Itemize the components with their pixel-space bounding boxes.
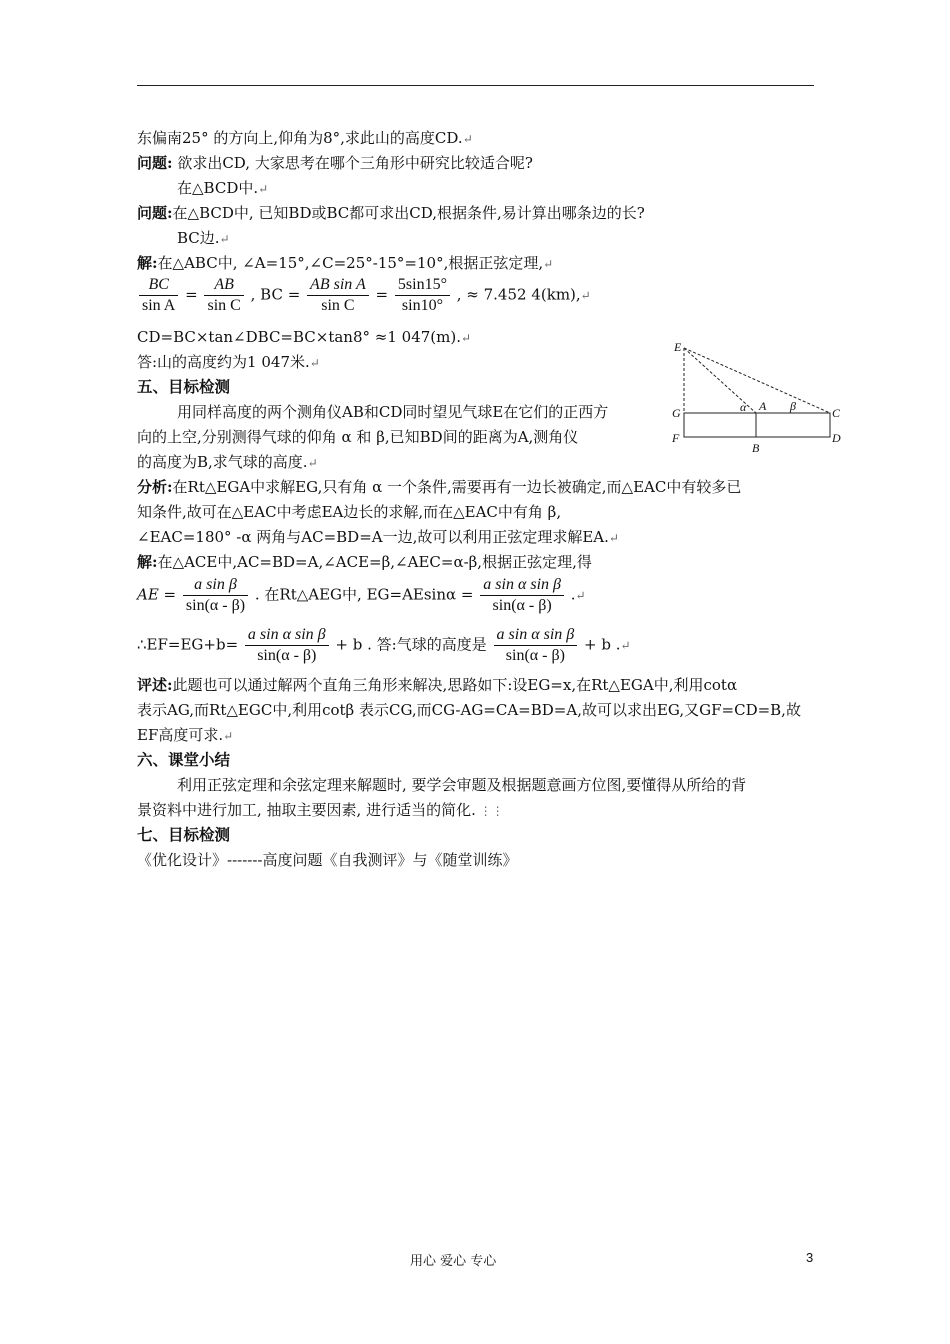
- analysis-line: 分析:在Rt△EGA中求解EG,只有角 α 一个条件,需要再有一边长被确定,而△EAC中有较多已: [137, 478, 742, 496]
- section-6-heading: 六、课堂小结: [137, 750, 231, 769]
- section-5-heading: 五、目标检测: [137, 377, 231, 396]
- header-rule: [137, 85, 814, 86]
- fraction: $\frac{AB}{\text{sin C}}$: [204, 275, 243, 316]
- fraction: $\frac{\text{a sin α sin β}}{\sin(\alpha - \beta)}$: [245, 625, 329, 666]
- cd-line: CD=BC×tan∠DBC=BC×tan8° ≈1 047(m).↵: [137, 328, 472, 346]
- solution-1: 解:在△ABC中, ∠A=15°,∠C=25°-15°=10°,根据正弦定理,↵: [137, 254, 554, 272]
- label-d: D: [832, 431, 841, 445]
- section-7-heading: 七、目标检测: [137, 825, 231, 844]
- solution-2: 解:在△ACE中,AC=BD=A,∠ACE=β,∠AEC=α-β,根据正弦定理,得: [137, 553, 592, 571]
- line-ec: [684, 348, 830, 413]
- answer-1: 答:山的高度约为1 047米.↵: [137, 353, 320, 371]
- problem-line: 的高度为B,求气球的高度.↵: [137, 453, 318, 471]
- fraction: $\frac{BC}{\text{sin A}}$: [139, 275, 178, 316]
- label-e: E: [674, 340, 682, 354]
- label-f: F: [672, 431, 680, 445]
- problem-line: 向的上空,分别测得气球的仰角 α 和 β,已知BD间的距离为A,测角仪: [137, 428, 579, 446]
- label-a: A: [759, 399, 767, 413]
- page-footer: 用心 爱心 专心: [410, 1254, 497, 1269]
- fraction: $\frac{\text{a sin α sin β}}{\sin(\alpha - \beta)}$: [480, 575, 564, 616]
- base-rect: [684, 413, 830, 437]
- summary-line: 景资料中进行加工, 抽取主要因素, 进行适当的简化. ⋮⋮: [137, 801, 504, 819]
- equation-2: AE = $\frac{\text{a sin β}}{\sin(\alpha - \beta)}$ . 在Rt△AEG中, EG=AEsinα = $\frac{\text{a sin α sin β}}{\sin(\alpha - \beta)}$ .↵: [137, 576, 586, 614]
- label-beta: β: [790, 399, 796, 413]
- label-c: C: [832, 406, 841, 420]
- comment-line: 表示AG,而Rt△EGC中,利用cotβ 表示CG,而CG-AG=CA=BD=A,故可以求出EG,又GF=CD=B,故: [137, 701, 801, 719]
- fraction: $\frac{5\sin 15^\circ}{\sin 10^\circ}$: [395, 275, 450, 316]
- equation-3: ∴EF=EG+b= $\frac{\text{a sin α sin β}}{\sin(\alpha - \beta)}$ + b . 答:气球的高度是 $\frac{\text{a sin α sin β}}{\sin(\alpha - \beta)}$ + b .↵: [137, 626, 631, 664]
- question-2: 问题:在△BCD中, 已知BD或BC都可求出CD,根据条件,易计算出哪条边的长?: [137, 204, 645, 222]
- page-number: 3: [806, 1250, 814, 1265]
- analysis-line: ∠EAC=180° -α 两角与AC=BD=A一边,故可以利用正弦定理求解EA.↵: [137, 528, 619, 546]
- summary-line: 利用正弦定理和余弦定理来解题时, 要学会审题及根据题意画方位图,要懂得从所给的背: [177, 776, 747, 794]
- comment-line: EF高度可求.↵: [137, 726, 234, 744]
- answer-line-1: 在△BCD中.↵: [177, 179, 269, 197]
- analysis-line: 知条件,故可在△EAC中考虑EA边长的求解,而在△EAC中有角 β,: [137, 503, 562, 521]
- label-alpha: α: [740, 400, 747, 414]
- text-line: 东偏南25° 的方向上,仰角为8°,求此山的高度CD.↵: [137, 129, 473, 147]
- balloon-figure: [664, 336, 846, 454]
- label-g: G: [672, 406, 681, 420]
- fraction: $\frac{\text{a sin β}}{\sin(\alpha - \beta)}$: [183, 575, 248, 616]
- question-1: 问题: 欲求出CD, 大家思考在哪个三角形中研究比较适合呢?: [137, 154, 533, 172]
- answer-line-2: BC边.↵: [177, 229, 230, 247]
- reference-line: 《优化设计》-------高度问题《自我测评》与《随堂训练》: [137, 851, 518, 869]
- equation-1: $\frac{BC}{\text{sin A}}$ = $\frac{AB}{\text{sin C}}$ , BC = $\frac{\text{AB sin A}}{\text{sin C}}$ = $\frac{5\sin 15^\circ}{\sin 10^\circ}$ , ≈ 7.452 4(km),↵: [137, 275, 591, 316]
- problem-line: 用同样高度的两个测角仪AB和CD同时望见气球E在它们的正西方: [177, 403, 609, 421]
- label-b: B: [752, 441, 760, 454]
- fraction: $\frac{\text{AB sin A}}{\text{sin C}}$: [307, 275, 369, 316]
- fraction: $\frac{\text{a sin α sin β}}{\sin(\alpha - \beta)}$: [494, 625, 578, 666]
- comment-line: 评述:此题也可以通过解两个直角三角形来解决,思路如下:设EG=x,在Rt△EGA中,利用cotα: [137, 676, 738, 694]
